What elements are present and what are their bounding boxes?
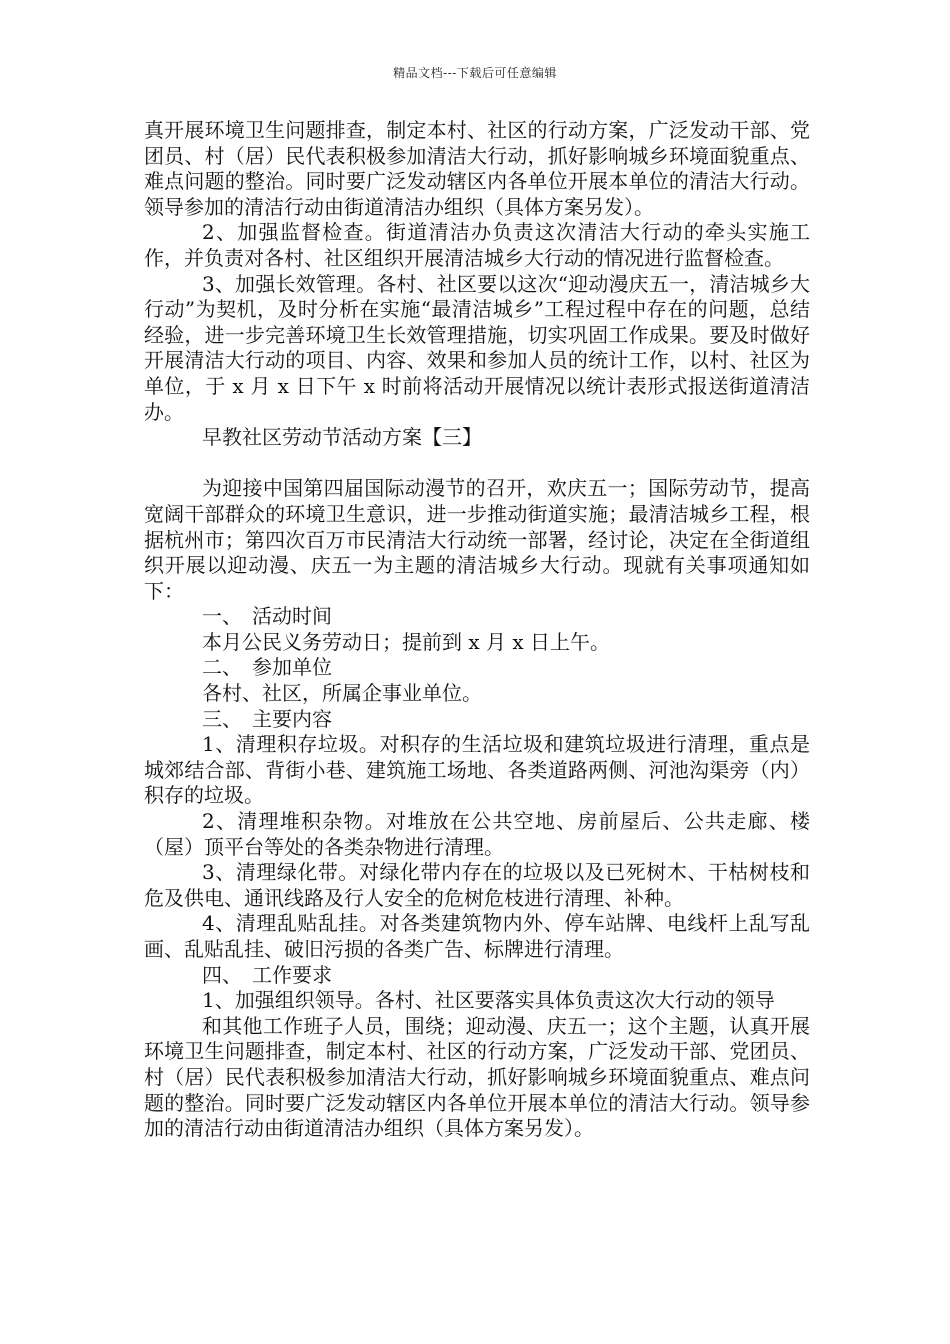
paragraph-clean-greenbelt: 3、清理绿化带。对绿化带内存在的垃圾以及已死树木、干枯树枝和危及供电、通讯线路及行人安全的危树危枝进行清理、补种。	[144, 860, 810, 910]
page-header: 精品文档---下载后可任意编辑	[393, 66, 557, 80]
paragraph-participants: 各村、社区，所属企事业单位。	[202, 681, 482, 706]
paragraph-clean-debris: 2、清理堆积杂物。对堆放在公共空地、房前屋后、公共走廊、楼（屋）顶平台等处的各类杂物进行清理。	[144, 809, 810, 859]
heading-activity-time: 一、 活动时间	[202, 604, 332, 629]
blank-line	[144, 451, 810, 477]
paragraph-continued: 真开展环境卫生问题排查，制定本村、社区的行动方案，广泛发动干部、党团员、村（居）民代表积极参加清洁大行动，抓好影响城乡环境面貌重点、难点问题的整治。同时要广泛发动辖区内各单位开展本单位的清洁大行动。领导参加的清洁行动由街道清洁办组织（具体方案另发）。	[144, 118, 810, 219]
paragraph-clean-garbage: 1、清理积存垃圾。对积存的生活垃圾和建筑垃圾进行清理，重点是城郊结合部、背街小巷、建筑施工场地、各类道路两侧、河池沟渠旁（内）积存的垃圾。	[144, 732, 810, 808]
paragraph-activity-time: 本月公民义务劳动日；提前到 x 月 x 日上午。	[202, 629, 610, 654]
paragraph-organization-continued: 和其他工作班子人员，围绕；迎动漫、庆五一；这个主题，认真开展环境卫生问题排查，制定本村、社区的行动方案，广泛发动干部、党团员、村（居）民代表积极参加清洁大行动，抓好影响城乡环境面貌重点、难点问题的整治。同时要广泛发动辖区内各单位开展本单位的清洁大行动。领导参加的清洁行动由街道清洁办组织（具体方案另发）。	[144, 1013, 810, 1141]
heading-participants: 二、 参加单位	[202, 655, 332, 680]
section-title: 早教社区劳动节活动方案【三】	[202, 425, 482, 450]
paragraph-long-term-management: 3、加强长效管理。各村、社区要以这次“迎动漫庆五一，清洁城乡大行动”为契机，及时分析在实施“最清洁城乡”工程过程中存在的问题，总结经验，进一步完善环境卫生长效管理措施，切实巩固工作成果。要及时做好开展清洁大行动的项目、内容、效果和参加人员的统计工作，以村、社区为单位，于 x 月 x 日下午 x 时前将活动开展情况以统计表形式报送街道清洁办。	[144, 271, 810, 424]
paragraph-organization: 1、加强组织领导。各村、社区要落实具体负责这次大行动的领导	[202, 988, 775, 1013]
heading-main-content: 三、 主要内容	[202, 706, 332, 731]
paragraph-intro: 为迎接中国第四届国际动漫节的召开，欢庆五一；国际劳动节，提高宽阔干部群众的环境卫生意识，进一步推动街道实施；最清洁城乡工程，根据杭州市；第四次百万市民清洁大行动统一部署，经讨论，决定在全街道组织开展以迎动漫、庆五一为主题的清洁城乡大行动。现就有关事项通知如下：	[144, 476, 810, 603]
document-body	[144, 118, 810, 1142]
paragraph-clean-posters: 4、清理乱贴乱挂。对各类建筑物内外、停车站牌、电线杆上乱写乱画、乱贴乱挂、破旧污损的各类广告、标牌进行清理。	[144, 911, 810, 961]
heading-work-requirements: 四、 工作要求	[202, 962, 332, 987]
paragraph-supervision: 2、加强监督检查。街道清洁办负责这次清洁大行动的牵头实施工作，并负责对各村、社区组织开展清洁城乡大行动的情况进行监督检查。	[144, 220, 810, 270]
